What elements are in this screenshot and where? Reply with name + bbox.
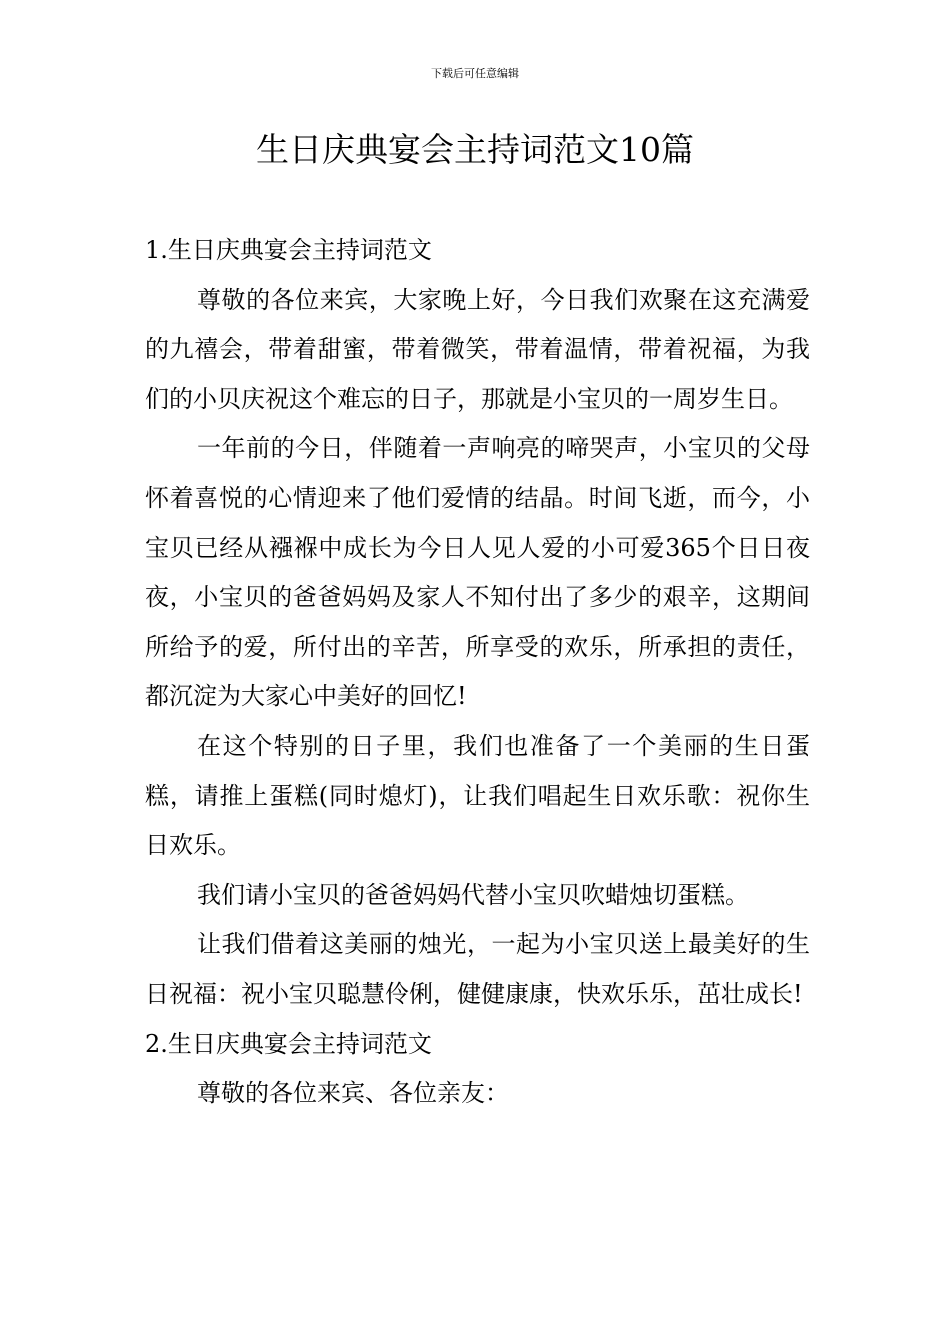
- section-heading-1: 1.生日庆典宴会主持词范文: [145, 236, 432, 264]
- section-heading-2: 2.生日庆典宴会主持词范文: [145, 1029, 432, 1058]
- paragraph: 我们请小宝贝的爸爸妈妈代替小宝贝吹蜡烛切蛋糕。: [197, 880, 749, 909]
- paragraph: 尊敬的各位来宾、各位亲友：: [197, 1079, 509, 1108]
- paragraph: 一年前的今日，伴随着一声响亮的啼哭声，小宝贝的父母怀着喜悦的心情迎来了他们爱情的结晶。时间飞逝，而今，小宝贝已经从襁褓中成长为今日人见人爱的小可爱365个日日夜夜，小宝贝的爸爸妈妈及家人不知付出了多少的艰辛，这期间所给予的爱，所付出的辛苦，所享受的欢乐，所承担的责任，都沉淀为大家心中美好的回忆!: [145, 434, 810, 711]
- paragraph: 让我们借着这美丽的烛光，一起为小宝贝送上最美好的生日祝福：祝小宝贝聪慧伶俐，健健康康，快欢乐乐，茁壮成长!: [145, 930, 810, 1008]
- paragraph: 在这个特别的日子里，我们也准备了一个美丽的生日蛋糕，请推上蛋糕(同时熄灯)，让我们唱起生日欢乐歌：祝你生日欢乐。: [145, 731, 810, 860]
- paragraph: 尊敬的各位来宾，大家晚上好，今日我们欢聚在这充满爱的九禧会，带着甜蜜，带着微笑，带着温情，带着祝福，为我们的小贝庆祝这个难忘的日子，那就是小宝贝的一周岁生日。: [145, 285, 810, 413]
- page-header-note: 下载后可任意编辑: [431, 67, 519, 80]
- document-body: [145, 226, 810, 1119]
- document-title: 生日庆典宴会主持词范文10篇: [256, 130, 694, 169]
